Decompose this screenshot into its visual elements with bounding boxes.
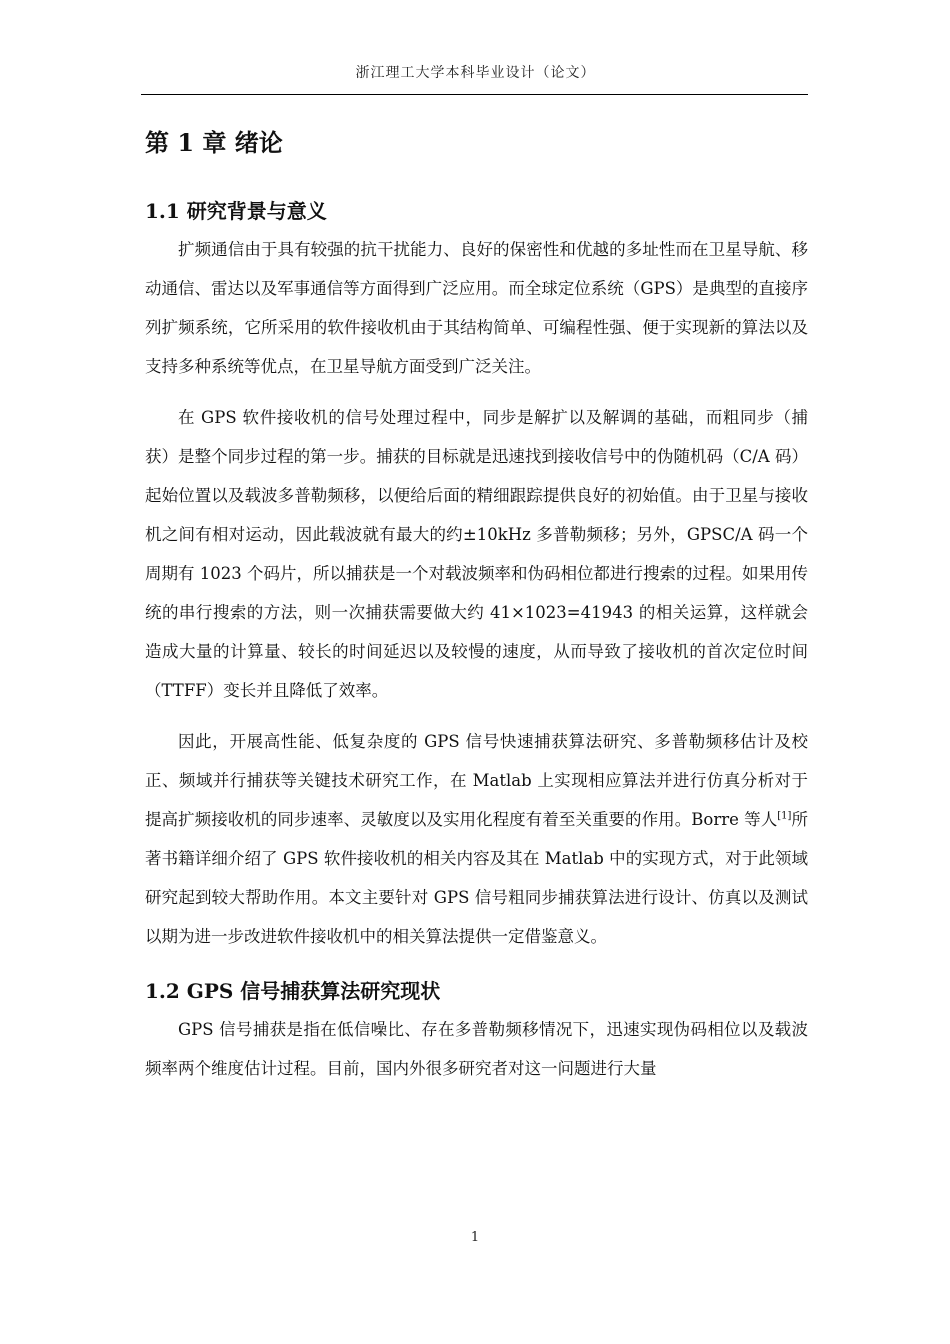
page-number: 1 [470, 1230, 480, 1245]
paragraph-1: 扩频通信由于具有较强的抗干扰能力、良好的保密性和优越的多址性而在卫星导航、移动通信、雷达以及军事通信等方面得到广泛应用。而全球定位系统（GPS）是典型的直接序列扩频系统，它所采用的软件接收机由于其结构简单、可编程性强、便于实现新的算法以及支持多种系统等优点，在卫星导航方面受到广泛关注。 [145, 240, 808, 376]
citation-ref: [1] [777, 810, 792, 822]
document-body [145, 118, 808, 1088]
chapter-title: 第 1 章 绪论 [145, 128, 283, 157]
section-title-1-1: 1.1 研究背景与意义 [145, 199, 327, 223]
paragraph-2: 在 GPS 软件接收机的信号处理过程中，同步是解扩以及解调的基础，而粗同步（捕获）是整个同步过程的第一步。捕获的目标就是迅速找到接收信号中的伪随机码（C/A 码）起始位置以及载波多普勒频移，以便给后面的精细跟踪提供良好的初始值。由于卫星与接收机之间有相对运动，因此载波就有最大的约±10kHz 多普勒频移；另外，GPSC/A 码一个周期有 1023 个码片，所以捕获是一个对载波频率和伪码相位都进行搜索的过程。如果用传统的串行搜索的方法，则一次捕获需要做大约 41×1023=41943 的相关运算，这样就会造成大量的计算量、较长的时间延迟以及较慢的速度，从而导致了接收机的首次定位时间（TTFF）变长并且降低了效率。 [145, 408, 808, 700]
paragraph-3-part-2: 所著书籍详细介绍了 GPS 软件接收机的相关内容及其在 Matlab 中的实现方式，对于此领域研究起到较大帮助作用。本文主要针对 GPS 信号粗同步捕获算法进行设计、仿真以及测试以期为进一步改进软件接收机中的相关算法提供一定借鉴意义。 [145, 810, 809, 946]
paragraph-3 [145, 722, 808, 956]
page-header: 浙江理工大学本科毕业设计（论文） [355, 65, 596, 81]
section-title-1-2: 1.2 GPS 信号捕获算法研究现状 [145, 979, 441, 1003]
header-rule [141, 94, 808, 95]
paragraph-3-part-1: 因此，开展高性能、低复杂度的 GPS 信号快速捕获算法研究、多普勒频移估计及校正、频域并行捕获等关键技术研究工作，在 Matlab 上实现相应算法并进行仿真分析对于提高扩频接收机的同步速率、灵敏度以及实用化程度有着至关重要的作用。Borre 等人 [145, 732, 808, 829]
paragraph-4: GPS 信号捕获是指在低信噪比、存在多普勒频移情况下，迅速实现伪码相位以及载波频率两个维度估计过程。目前，国内外很多研究者对这一问题进行大量 [145, 1020, 808, 1078]
